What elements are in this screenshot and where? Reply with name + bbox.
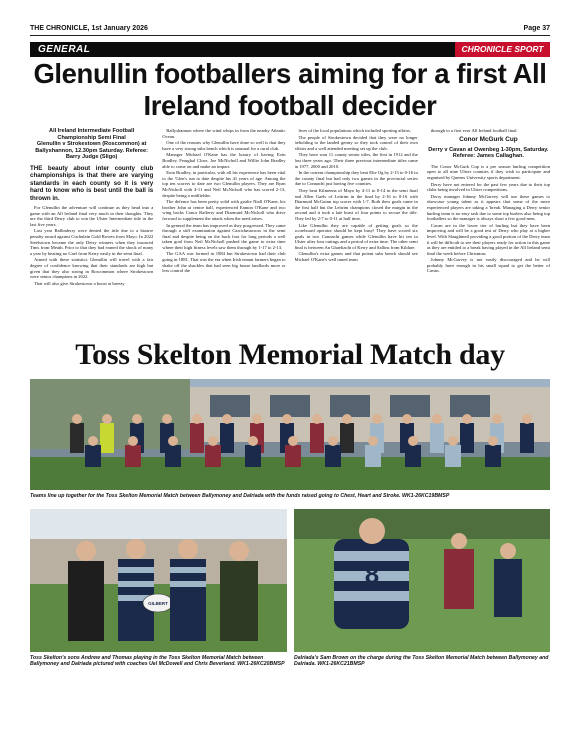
- sons-photo-caption: Toss Skelton's sons Andrew and Thomas playing in the Toss Skelton Memorial Match between Ballymoney and Dalriada pictured with coaches Uel McDowell and Chris Beverland. WK1-26KC20BMSP: [30, 655, 285, 668]
- headline: Glenullin footballers aiming for a first All Ireland football decider: [33, 58, 547, 121]
- paragraph: Johnny McGarvey is not easily discouraged and he will probably have enough in his small squad to get the better of Cavan.: [426, 257, 550, 274]
- paragraph: The defence has been pretty solid with goalie Niall O'Kane, his brother John at centre half, experienced Eamon O'Kane and two wing backs Conor Rafferty and Diarmuid McNicholl who drive forward to supplement the attack when the need arises.: [162, 199, 286, 221]
- paragraph: Manager Michael O'Kane has the luxury of having Eoin Bradley, Fearghal Close, Joe McNicholl and Willie John Bradley able to come on and make an impact.: [162, 152, 286, 169]
- paragraph: through to a first ever All Ireland football final.: [430, 128, 518, 133]
- section-bar: [30, 42, 550, 57]
- paragraph: In the current championship they beat Elie Og by 2-13 to 0-16 in the county final but had only two games in the provincial series due to Connacht just having five counties.: [294, 170, 418, 187]
- brand-badge: [455, 42, 550, 57]
- brand-sport: SPORT: [514, 44, 544, 54]
- section-label: GENERAL: [38, 44, 91, 55]
- sons-coaches-photo: [30, 509, 287, 652]
- paragraph: They have won 11 county senior titles, the first in 1912 and the last three years ago. Their three previous intermediate titles came in 1977, 2000 and 2010.: [294, 152, 418, 169]
- paragraph: They beat Kilmeena of Mayo by 4-11 to 0-14 in the semi final and Allen Gaels of Leitrim in the final by 2-16 to 0-16 with Diarmuid McGuinn top scorer with 1-7. Both their goals came in the first half but the Leitrim champions closed the margin in the second and it took a late burst of four points to secure the title. They led by 2-7 to 0-11 at half time.: [294, 187, 418, 221]
- cup-title: Conor McGurk Cup: [459, 135, 518, 143]
- sons-coaches-illustration: [30, 509, 287, 652]
- brand-main: CHRONICLE: [461, 44, 512, 54]
- team-photo-caption: Teams line up together for the Toss Skelton Memorial Match between Ballymoney and Dalriada with the funds raised going to Chest, Heart and Stroke. WK1-26KC19BMSP: [30, 493, 450, 499]
- action-photo-illustration: [294, 509, 550, 652]
- paragraph: Cavan are in the lower tier of hurling but they have been improving and will be a good test of Derry who play at a higher level. With Slaughtneil providing a good portion of the Derry team it will be difficult to see their players ready for action in this game as they are entitled to a break having played in the All Ireland semi final the week before Christmas.: [426, 222, 550, 256]
- paragraph: The Conor McGurk Cup is a pre season hurling competition open to all nine Ulster counties if they wish to participate and organised by Queens University sports department.: [426, 163, 550, 180]
- article-column-4: [427, 128, 550, 334]
- paper-dateline: THE CHRONICLE, 1st January 2026: [30, 24, 148, 32]
- article-column-1: [30, 128, 153, 334]
- action-photo: [294, 509, 550, 652]
- team-photo: [30, 379, 550, 490]
- fixture-detail: Glenullin v Strokestown (Roscommon) at Ballyshannon, 12.30pm Saturday. Referee: Barry Judge (Sligo): [35, 141, 148, 161]
- paragraph: The people of Strokestown decided that they were no longer beholding to the landed gentry so they took control of their own affairs and a well attended meeting set up the club.: [294, 134, 418, 151]
- paragraph: Like Glenullin they are capable of getting goals so the scoreboard operator should be kept busy! They have scored six goals in two Connacht games while Glenullin have hit ten in Ulster after four outings and a period of extra time. The other semi final is between An Ghaeltacht of Kerry and Sallins from Kildare.: [294, 222, 418, 250]
- article-lede: THE beauty about inter county club championships is that there are varying standards in each county so it is very hard to know who is best until the ball is thrown in.: [30, 164, 154, 202]
- page-number: Page 37: [523, 24, 550, 32]
- paragraph: The GAA was formed in 1884 but Strokestown had their club going in 1881. That was the era when Irish tenant farmers began to shake off the shackles that had seen big house landlords more or less control the: [162, 251, 286, 274]
- article-columns: [30, 128, 550, 334]
- paragraph: One of the reasons why Glenullin have done so well is that they have a very strong subs bench which is unusual for a rural club.: [162, 140, 286, 151]
- paragraph: Derry have not entered for the past few years due to their top clubs being involved in Ulster competitions.: [426, 181, 550, 193]
- fixture-block: [30, 128, 153, 161]
- paragraph: Derry manager Johnny McGarvey will use these games to showcase young talent as it appears that some of the more experienced players are taking a 'break. Managing a Derry senior hurling team is no easy task due to some top hurlers also being top footballers so the manager is always short a few good men.: [426, 193, 550, 222]
- article-column-3: [295, 128, 418, 334]
- action-photo-caption: Dalriada's Sam Brown on the charge during the Toss Skelton Memorial Match between Ballymoney and Dalriada. WK1-26KC21BMSP: [294, 655, 549, 668]
- team-photo-illustration: [30, 379, 550, 490]
- fixture-title: All Ireland Intermediate Football Championship Semi Final: [49, 128, 135, 141]
- ball-brand-text: GILBERT: [148, 601, 168, 606]
- paragraph: Glenullin's extra games and that potent subs bench should see Michael O'Kane's well tuned team: [294, 251, 418, 263]
- paragraph: That will also give Strokestown a boost at breezy: [34, 280, 125, 286]
- jersey-number: 8: [364, 559, 380, 589]
- article-column-2: [162, 128, 285, 334]
- paragraph: Last year Ballinderry were denied the title due to a bizarre penalty award against Cuchulain Gold Rovers from Mayo. In 2022 Steelstown became the only Derry winners when they trounced Tims from Meath. Prior to that they had earned the shock of many a year by beating no Gael from Kerry easily in the semi final.: [30, 228, 154, 256]
- paragraph: Eoin Bradley, in particular, with all his experience has been vital to the 'Glen's run to date despite his 41 years of age. Among the top ten scorers to date are two Glenullin players. They are Ryan McNicholl with 4-11 and Neil McNicholl who has scored 2-13, despite being a midfielder.: [162, 170, 286, 198]
- cup-fixture: Derry v Cavan at Owenbeg 1-30pm, Saturday. Referee: James Callaghan.: [428, 146, 549, 160]
- paragraph: For Glenullin the adventure will continue as they head into a game with an All Ireland final very much in their thoughts. They are the third Derry club to win the Ulster Intermediate title in the last five years.: [30, 205, 154, 227]
- paragraph: lives of the local populations which included sporting affairs.: [298, 128, 412, 133]
- paragraph: In general the team has improved as they progressed. They came through a stiff examination against Carrickmacross in the semi final and despite being on the back foot for long periods a well taken goal from Neil McNicholl pushed the game to extra time where their high fitness levels saw them through by 1-17 to 2-13.: [162, 222, 286, 250]
- paragraph: Armed with these statistics Glenullin will travel with a fair degree of confidence knowing that their standards are high but given that they also strong in Roscommon where Strokestown were senior champions in 2022.: [30, 257, 154, 280]
- photo-feature-title: Toss Skelton Memorial Match day: [75, 338, 505, 371]
- page-header: [30, 22, 550, 34]
- paragraph: Ballyshannon where the wind whips in from the nearby Atlantic Ocean.: [162, 128, 286, 139]
- rugby-ball: [143, 594, 173, 612]
- header-rule: [30, 35, 550, 36]
